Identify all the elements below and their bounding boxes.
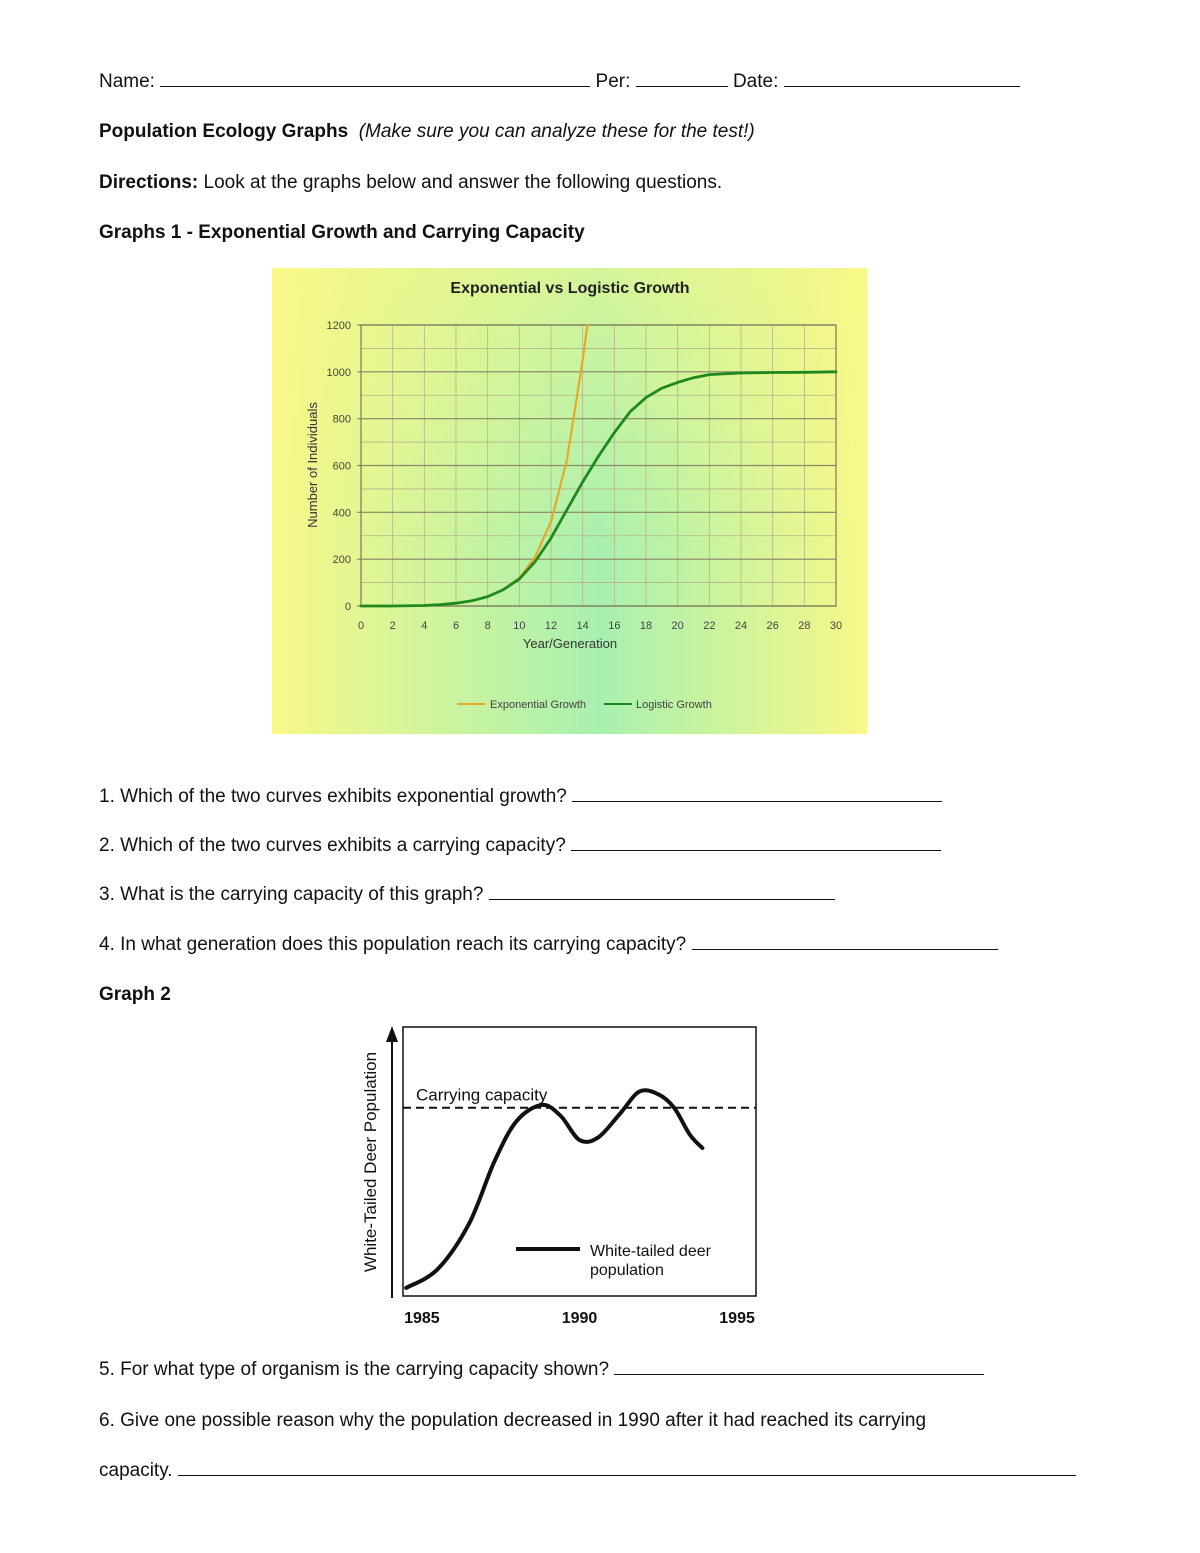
x-tick-label: 1995 (719, 1310, 755, 1327)
question-3 (99, 884, 835, 906)
carrying-capacity-label: Carrying capacity (416, 1085, 548, 1105)
y-tick-label: 0 (344, 601, 351, 613)
x-tick-label: 26 (766, 620, 779, 632)
exponential-vs-logistic-chart (272, 268, 867, 734)
directions (99, 172, 722, 194)
page-title (99, 121, 755, 143)
chart-legend (457, 699, 712, 711)
answer-5-field[interactable] (614, 1360, 984, 1375)
header-line (99, 71, 1020, 93)
x-tick-label: 28 (798, 620, 811, 632)
legend-label-exponential: Exponential Growth (490, 699, 586, 711)
name-field[interactable] (160, 72, 590, 87)
y-axis-label: Number of Individuals (305, 402, 320, 528)
x-tick-label: 20 (671, 620, 684, 632)
x-tick-label: 1990 (561, 1310, 598, 1327)
directions-label: Directions: (99, 172, 199, 193)
x-tick-label: 14 (576, 620, 589, 632)
question-6-text: 6. Give one possible reason why the population decreased in 1990 after it had reached its carrying (99, 1410, 927, 1431)
chart-title: Exponential vs Logistic Growth (450, 280, 690, 297)
x-tick-label: 12 (544, 620, 558, 632)
question-6-continued (99, 1460, 1076, 1482)
question-2 (99, 835, 941, 857)
deer-population-chart (350, 1020, 770, 1335)
period-field[interactable] (636, 72, 728, 87)
x-tick-label: 24 (734, 620, 748, 632)
y-tick-label: 200 (332, 554, 351, 567)
x-tick-label: 4 (421, 620, 428, 632)
question-1-text: 1. Which of the two curves exhibits exponential growth? (99, 786, 567, 807)
per-label: Per: (595, 71, 631, 92)
y-tick-label: 400 (332, 507, 351, 520)
date-field[interactable] (784, 72, 1020, 87)
title-note: (Make sure you can analyze these for the test!) (358, 121, 755, 142)
x-tick-label: 2 (389, 620, 396, 632)
x-tick-label: 18 (639, 620, 653, 632)
y-tick-label: 1000 (326, 366, 351, 379)
question-5-text: 5. For what type of organism is the carrying capacity shown? (99, 1359, 610, 1380)
question-3-text: 3. What is the carrying capacity of this graph? (99, 884, 484, 905)
x-tick-label: 0 (357, 620, 365, 632)
question-6 (99, 1410, 926, 1432)
y-tick-label: 1200 (326, 320, 351, 332)
question-1 (99, 786, 942, 808)
legend-label-line2: population (590, 1262, 664, 1279)
y-tick-label: 600 (332, 460, 351, 473)
title-main: Population Ecology Graphs (99, 121, 349, 142)
answer-3-field[interactable] (489, 885, 835, 900)
question-4-text: 4. In what generation does this population reach its carrying capacity? (99, 934, 687, 955)
answer-4-field[interactable] (692, 935, 998, 950)
x-axis-label: Year/Generation (522, 636, 618, 651)
legend-label-logistic: Logistic Growth (636, 699, 712, 711)
legend-label-line1: White-tailed deer (590, 1243, 711, 1260)
x-tick-label: 16 (608, 620, 621, 632)
x-tick-label: 10 (513, 620, 526, 632)
x-ticks (404, 1310, 755, 1327)
question-6-continued-text: capacity. (99, 1460, 173, 1481)
question-2-text: 2. Which of the two curves exhibits a carrying capacity? (99, 835, 566, 856)
answer-2-field[interactable] (571, 836, 941, 851)
y-axis-label: White-Tailed Deer Population (361, 1051, 380, 1273)
x-tick-label: 6 (452, 620, 460, 632)
section1-heading: Graphs 1 - Exponential Growth and Carrying Capacity (99, 222, 585, 243)
date-label: Date: (732, 71, 779, 92)
name-label: Name: (99, 71, 155, 92)
x-tick-label: 30 (829, 620, 843, 632)
answer-6-field[interactable] (178, 1461, 1076, 1476)
x-tick-label: 22 (703, 620, 716, 632)
question-5 (99, 1359, 984, 1381)
section2-heading: Graph 2 (99, 984, 171, 1005)
directions-text: Look at the graphs below and answer the following questions. (203, 172, 723, 193)
question-4 (99, 934, 998, 956)
answer-1-field[interactable] (572, 787, 942, 802)
y-axis-arrow-icon (386, 1026, 398, 1042)
x-tick-label: 1985 (404, 1310, 440, 1327)
x-tick-label: 8 (484, 620, 491, 632)
y-tick-label: 800 (332, 413, 351, 426)
